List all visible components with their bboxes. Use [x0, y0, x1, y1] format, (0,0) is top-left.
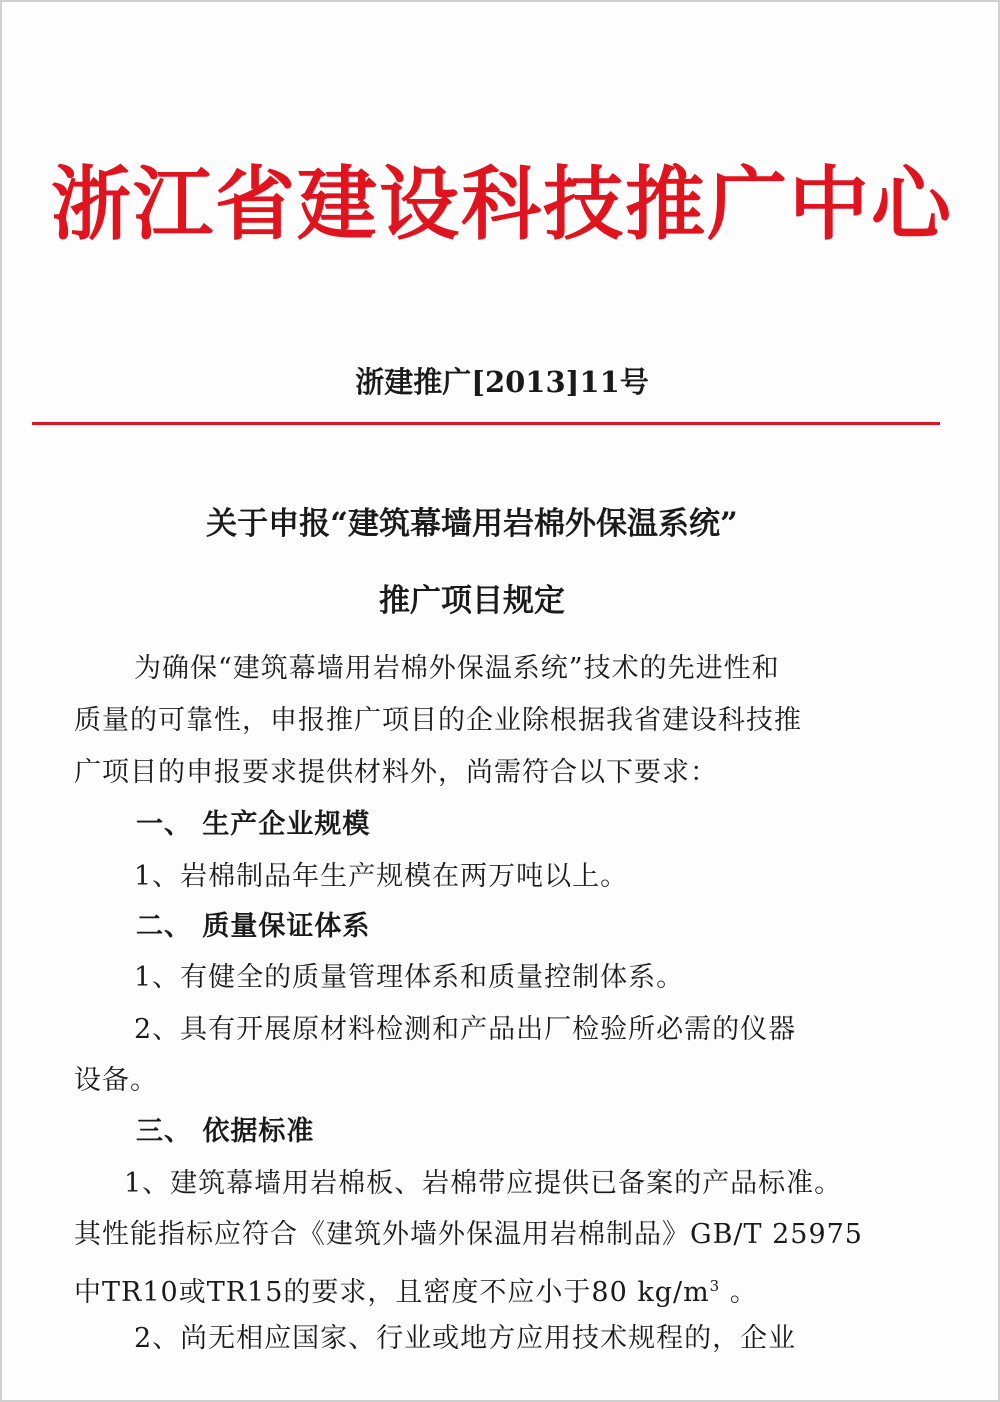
density-requirement-text: 中TR10或TR15的要求，且密度不应小于80 kg/m	[74, 1277, 710, 1308]
section-2-item-1: 1、有健全的质量管理体系和质量控制体系。	[134, 962, 685, 993]
sentence-end: 。	[720, 1277, 758, 1308]
section-3-item-1-line-3	[74, 1269, 900, 1310]
intro-line-3: 广项目的申报要求提供材料外，尚需符合以下要求：	[74, 757, 718, 788]
intro-line-1: 为确保“建筑幕墙用岩棉外保温系统”技术的先进性和	[134, 653, 780, 684]
section-3-item-1-line-2: 其性能指标应符合《建筑外墙外保温用岩棉制品》GB/T 25975	[74, 1219, 863, 1250]
section-2-heading: 二、 质量保证体系	[136, 911, 371, 942]
superscript-3: 3	[709, 1277, 721, 1295]
doc-number: 浙建推广[2013]11号	[355, 365, 649, 399]
doc-title-line-1: 关于申报“建筑幕墙用岩棉外保温系统”	[206, 506, 738, 542]
section-2-item-2-line-1: 2、具有开展原材料检测和产品出厂检验所必需的仪器	[134, 1014, 797, 1045]
red-divider	[32, 422, 940, 425]
section-2-item-2-line-2: 设备。	[74, 1065, 158, 1096]
section-3-item-2-line-1: 2、尚无相应国家、行业或地方应用技术规程的，企业	[134, 1323, 797, 1354]
doc-title-line-2: 推广项目规定	[379, 583, 565, 619]
section-1-item-1: 1、岩棉制品年生产规模在两万吨以上。	[134, 861, 629, 892]
org-title: 浙江省建设科技推广中心	[51, 158, 953, 251]
section-3-item-1-line-1: 1、建筑幕墙用岩棉板、岩棉带应提供已备案的产品标准。	[124, 1168, 843, 1199]
section-3-heading: 三、 依据标准	[136, 1116, 315, 1147]
intro-line-2: 质量的可靠性，申报推广项目的企业除根据我省建设科技推	[74, 705, 802, 736]
section-1-heading: 一、 生产企业规模	[136, 809, 371, 840]
